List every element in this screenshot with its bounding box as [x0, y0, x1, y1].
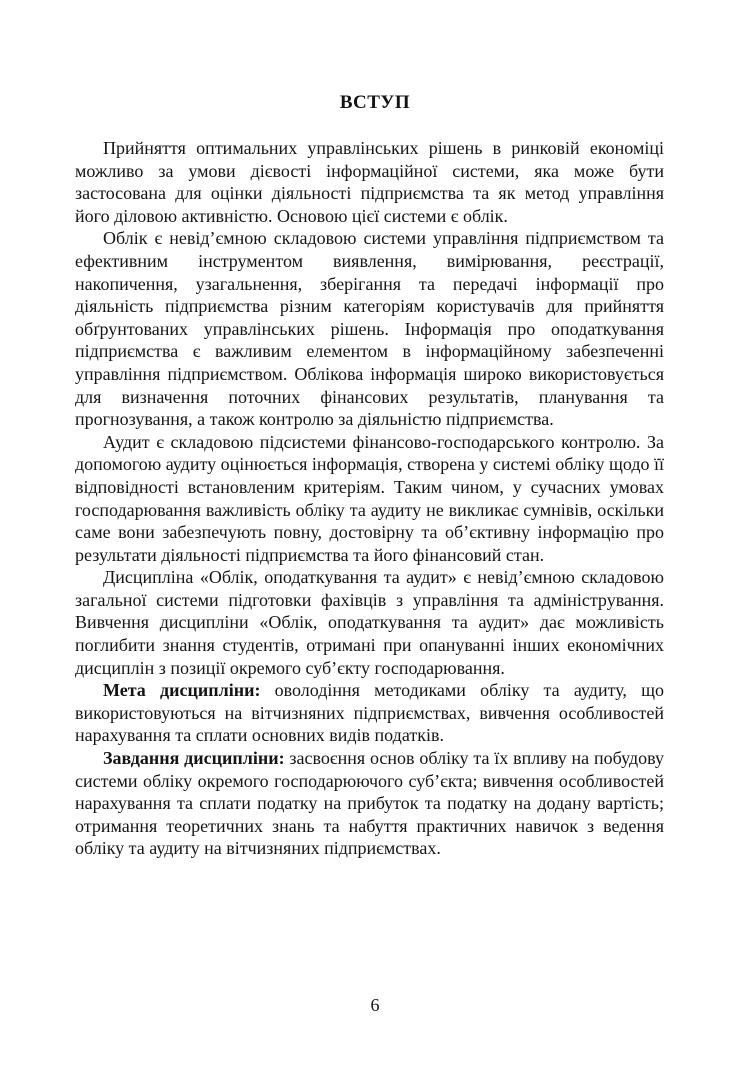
paragraph-audit [75, 431, 664, 567]
paragraph-lead-goal: Мета дисципліни: [103, 680, 261, 701]
paragraph-text: засвоєння основ обліку та їх впливу на побудову системи обліку окремого господарюючого суб’єкта; вивчення особливостей нарахування та сплати податку на прибуток та податку на додану вартість; отримання теоретичних знань та набуття практичних навичок з ведення обліку та аудиту на вітчизняних підприємствах. [75, 748, 664, 859]
body-text [75, 137, 664, 860]
paragraph-intro [75, 137, 664, 227]
paragraph-lead-tasks: Завдання дисципліни: [103, 748, 285, 769]
page-number: 6 [370, 995, 380, 1015]
paragraph-goal [75, 679, 664, 747]
paragraph-text: оволодіння методиками обліку та аудиту, що використовуються на вітчизняних підприємствах, вивчення особливостей нарахування та сплати основних видів податків. [75, 680, 664, 746]
paragraph-text: Аудит є складовою підсистеми фінансово-господарського контролю. За допомогою аудиту оцінюється інформація, створена у системі обліку щодо її відповідності встановленим критеріям. Таким чином, у сучасних умовах господарювання важливість обліку та аудиту не викликає сумнівів, оскільки саме вони забезпечують повну, достовірну та об’єктивну інформацію про результати діяльності підприємства та його фінансовий стан. [75, 431, 664, 565]
paragraph-tasks [75, 747, 664, 860]
section-title: ВСТУП [339, 92, 411, 113]
paragraph-accounting [75, 227, 664, 430]
paragraph-discipline [75, 566, 664, 679]
paragraph-text: Облік є невід’ємною складовою системи управління підприємством та ефективним інструментом виявлення, вимірювання, реєстрації, накопичення, узагальнення, зберігання та передачі інформації про діяльність підприємства різним категоріям користувачів для прийняття обґрунтованих управлінських рішень. Інформація про оподаткування підприємства є важливим елементом в інформаційному забезпеченні управління підприємством. Облікова інформація широко використовується для визначення поточних фінансових результатів, планування та прогнозування, а також контролю за діяльністю підприємства. [75, 228, 664, 430]
paragraph-text: Дисципліна «Облік, оподаткування та аудит» є невід’ємною складовою загальної системи підготовки фахівців з управління та адміністрування. Вивчення дисципліни «Облік, оподаткування та аудит» дає можливість поглибити знання студентів, отримані при опануванні інших економічних дисциплін з позиції окремого суб’єкту господарювання. [75, 567, 664, 678]
paragraph-text: Прийняття оптимальних управлінських рішень в ринковій економіці можливо за умови дієвості інформаційної системи, яка може бути застосована для оцінки діяльності підприємства та як метод управління його діловою активністю. Основою цієї системи є облік. [75, 138, 664, 226]
